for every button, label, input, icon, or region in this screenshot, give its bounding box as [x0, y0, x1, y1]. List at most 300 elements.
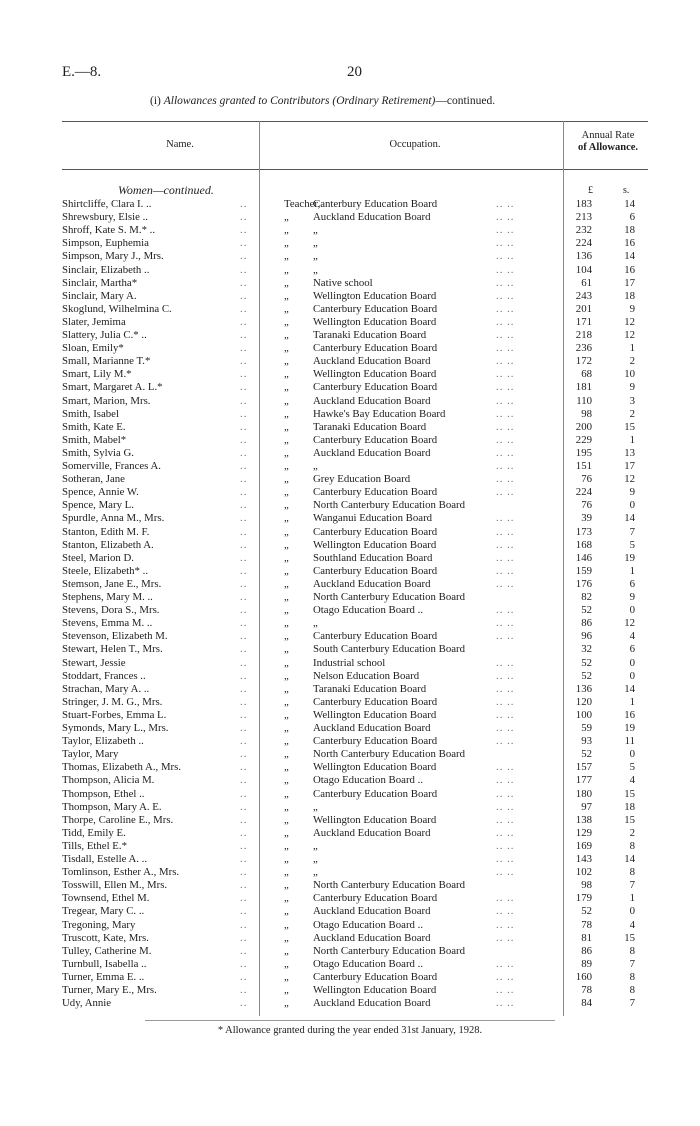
leader-dots: .. — [240, 329, 248, 341]
table-row — [0, 421, 700, 434]
occupation: Auckland Education Board — [313, 722, 431, 734]
allowance-pounds: 179 — [575, 892, 592, 905]
allowance-pounds: 86 — [581, 944, 592, 957]
occupation: „ — [313, 237, 318, 250]
retiree-name: Thompson, Ethel .. — [62, 787, 145, 800]
leader-dots: .. .. — [496, 342, 515, 355]
occupation-prefix: „ — [284, 774, 289, 787]
allowance-shillings: 7 — [629, 879, 635, 892]
table-row — [0, 801, 700, 814]
occupation-prefix: „ — [284, 656, 289, 669]
table-row — [0, 578, 700, 591]
subtitle-suffix: —continued. — [435, 95, 496, 107]
table-bottom-rule — [145, 1020, 555, 1021]
leader-dots: .. .. — [496, 617, 515, 630]
retiree-name: Tills, Ethel E.* — [62, 839, 127, 852]
header-bottom-rule — [62, 169, 648, 170]
currency-pounds-label: £ — [588, 185, 593, 196]
occupation: South Canterbury Education Board — [313, 643, 466, 656]
leader-dots: .. .. — [496, 564, 515, 577]
allowance-pounds: 52 — [581, 656, 592, 669]
table-row — [0, 316, 700, 329]
retiree-name: Stevenson, Elizabeth M. — [62, 630, 168, 643]
occupation-prefix: „ — [284, 695, 289, 708]
leader-dots: .. — [240, 564, 248, 577]
leader-dots: .. .. — [496, 394, 515, 407]
retiree-name: Udy, Annie — [62, 997, 112, 1010]
occupation-prefix: „ — [284, 302, 289, 315]
retiree-name: Steele, Elizabeth* .. — [62, 564, 149, 577]
table-row — [0, 709, 700, 722]
allowance-pounds: 76 — [581, 499, 592, 512]
occupation: Auckland Education Board — [313, 905, 431, 918]
allowance-pounds: 110 — [576, 394, 592, 407]
allowance-shillings: 0 — [629, 748, 635, 761]
leader-dots: .. .. — [496, 630, 515, 643]
occupation: Wellington Education Board — [313, 538, 437, 551]
allowance-pounds: 218 — [575, 329, 592, 341]
leader-dots: .. .. — [496, 433, 515, 446]
leader-dots: .. — [240, 250, 248, 263]
retiree-name: Slattery, Julia C.* .. — [62, 329, 147, 341]
leader-dots: .. — [240, 420, 248, 433]
retiree-name: Sotheran, Jane — [62, 473, 125, 486]
leader-dots: .. .. — [496, 355, 515, 368]
retiree-name: Stuart-Forbes, Emma L. — [62, 708, 167, 721]
allowance-shillings: 14 — [624, 682, 635, 695]
occupation: Otago Education Board .. — [313, 774, 424, 787]
leader-dots: .. — [240, 577, 248, 590]
occupation-prefix: „ — [284, 708, 289, 721]
leader-dots: .. .. — [496, 853, 515, 865]
allowance-pounds: 169 — [575, 839, 592, 852]
leader-dots: .. .. — [496, 682, 515, 695]
table-row — [0, 447, 700, 460]
retiree-name: Spence, Mary L. — [62, 499, 134, 512]
retiree-name: Stringer, J. M. G., Mrs. — [62, 695, 163, 708]
occupation: Taranaki Education Board — [313, 420, 427, 433]
retiree-name: Shirtcliffe, Clara I. .. — [62, 198, 152, 210]
occupation-prefix: „ — [284, 604, 289, 617]
retiree-name: Spence, Annie W. — [62, 486, 139, 499]
allowance-pounds: 146 — [575, 551, 592, 564]
allowance-pounds: 96 — [581, 630, 592, 643]
table-row — [0, 971, 700, 984]
leader-dots: .. .. — [496, 289, 515, 302]
occupation-prefix: „ — [284, 853, 289, 865]
retiree-name: Tregear, Mary C. .. — [62, 905, 145, 918]
retiree-name: Townsend, Ethel M. — [62, 892, 150, 905]
allowance-shillings: 4 — [629, 774, 635, 787]
occupation: Canterbury Education Board — [313, 735, 438, 748]
occupation: North Canterbury Education Board — [313, 944, 466, 957]
leader-dots: .. — [240, 669, 248, 682]
leader-dots: .. .. — [496, 708, 515, 721]
leader-dots: .. — [240, 853, 248, 865]
leader-dots: .. — [240, 695, 248, 708]
table-row — [0, 355, 700, 368]
occupation: Wellington Education Board — [313, 708, 437, 721]
occupation-prefix: „ — [284, 643, 289, 656]
page-number: 20 — [347, 64, 362, 80]
leader-dots: .. — [240, 342, 248, 355]
retiree-name: Tidd, Emily E. — [62, 826, 126, 839]
allowance-pounds: 120 — [575, 695, 592, 708]
leader-dots: .. .. — [496, 669, 515, 682]
allowance-pounds: 82 — [581, 591, 592, 603]
leader-dots: .. — [240, 368, 248, 381]
allowance-pounds: 52 — [581, 748, 592, 761]
leader-dots: .. — [240, 446, 248, 459]
allowance-shillings: 1 — [629, 433, 635, 446]
leader-dots: .. .. — [496, 695, 515, 708]
subtitle-title: Allowances granted to Contributors (Ordinary Retirement) — [163, 95, 436, 107]
allowance-shillings: 19 — [624, 551, 635, 564]
allowance-pounds: 39 — [581, 512, 592, 525]
retiree-name: Stephens, Mary M. .. — [62, 591, 153, 603]
allowance-shillings: 2 — [629, 826, 635, 839]
retiree-name: Strachan, Mary A. .. — [62, 682, 150, 695]
occupation: „ — [313, 460, 318, 472]
retiree-name: Turner, Mary E., Mrs. — [62, 984, 157, 996]
allowance-shillings: 9 — [629, 381, 635, 394]
allowance-pounds: 68 — [581, 368, 592, 381]
occupation-prefix: „ — [284, 957, 289, 970]
allowance-pounds: 243 — [575, 289, 592, 302]
retiree-name: Smart, Margaret A. L.* — [62, 381, 163, 394]
column-header-occupation: Occupation. — [389, 139, 441, 150]
allowance-shillings: 5 — [629, 761, 635, 774]
occupation: Native school — [313, 276, 373, 289]
allowance-shillings: 15 — [624, 420, 635, 433]
occupation-prefix: „ — [284, 499, 289, 512]
occupation: Taranaki Education Board — [313, 329, 427, 341]
leader-dots: .. .. — [496, 970, 515, 983]
occupation: Canterbury Education Board — [313, 787, 438, 800]
retiree-name: Simpson, Mary J., Mrs. — [62, 250, 164, 263]
leader-dots: .. — [240, 944, 248, 957]
leader-dots: .. — [240, 525, 248, 538]
occupation: „ — [313, 224, 318, 237]
leader-dots: .. .. — [496, 577, 515, 590]
table-row — [0, 526, 700, 539]
occupation: Otago Education Board .. — [313, 957, 424, 970]
allowance-shillings: 0 — [629, 669, 635, 682]
retiree-name: Stoddart, Frances .. — [62, 669, 146, 682]
occupation: „ — [313, 839, 318, 852]
table-row — [0, 722, 700, 735]
table-row — [0, 814, 700, 827]
table-row — [0, 958, 700, 971]
leader-dots: .. .. — [496, 368, 515, 381]
allowance-shillings: 14 — [624, 853, 635, 865]
table-row — [0, 630, 700, 643]
allowance-pounds: 171 — [575, 315, 592, 328]
retiree-name: Simpson, Euphemia — [62, 237, 149, 250]
allowance-pounds: 159 — [575, 564, 592, 577]
retiree-name: Small, Marianne T.* — [62, 355, 151, 368]
leader-dots: .. — [240, 905, 248, 918]
allowance-pounds: 213 — [575, 211, 592, 224]
occupation-prefix: „ — [284, 735, 289, 748]
allowance-shillings: 14 — [624, 198, 635, 210]
occupation-prefix: „ — [284, 839, 289, 852]
occupation: „ — [313, 617, 318, 630]
allowance-shillings: 16 — [624, 237, 635, 250]
occupation: North Canterbury Education Board — [313, 748, 466, 761]
allowance-pounds: 157 — [575, 761, 592, 774]
allowance-pounds: 180 — [575, 787, 592, 800]
leader-dots: .. — [240, 997, 248, 1010]
leader-dots: .. — [240, 263, 248, 276]
table-row — [0, 905, 700, 918]
retiree-name: Tosswill, Ellen M., Mrs. — [62, 879, 168, 892]
leader-dots: .. — [240, 656, 248, 669]
table-row — [0, 250, 700, 263]
occupation-prefix: „ — [284, 289, 289, 302]
occupation-prefix: „ — [284, 276, 289, 289]
occupation-prefix: „ — [284, 787, 289, 800]
table-row — [0, 395, 700, 408]
leader-dots: .. — [240, 984, 248, 996]
occupation-prefix: „ — [284, 944, 289, 957]
leader-dots: .. .. — [496, 224, 515, 237]
leader-dots: .. — [240, 276, 248, 289]
leader-dots: .. — [240, 918, 248, 931]
allowance-shillings: 12 — [624, 473, 635, 486]
allowance-pounds: 86 — [581, 617, 592, 630]
allowance-shillings: 17 — [624, 460, 635, 472]
allowance-shillings: 0 — [629, 656, 635, 669]
leader-dots: .. .. — [496, 735, 515, 748]
occupation-prefix: Teacher, — [284, 198, 321, 210]
leader-dots: .. — [240, 931, 248, 944]
table-row — [0, 434, 700, 447]
leader-dots: .. — [240, 381, 248, 394]
leader-dots: .. .. — [496, 918, 515, 931]
occupation-prefix: „ — [284, 460, 289, 472]
retiree-name: Spurdle, Anna M., Mrs. — [62, 512, 165, 525]
retiree-name: Thompson, Mary A. E. — [62, 800, 162, 813]
occupation: Canterbury Education Board — [313, 630, 438, 643]
allowance-pounds: 224 — [575, 237, 592, 250]
allowance-shillings: 6 — [629, 211, 635, 224]
leader-dots: .. — [240, 774, 248, 787]
table-row — [0, 761, 700, 774]
allowance-pounds: 151 — [575, 460, 592, 472]
table-row — [0, 892, 700, 905]
occupation-prefix: „ — [284, 538, 289, 551]
retiree-name: Truscott, Kate, Mrs. — [62, 931, 149, 944]
occupation: Canterbury Education Board — [313, 433, 438, 446]
table-row — [0, 853, 700, 866]
leader-dots: .. .. — [496, 460, 515, 472]
allowance-pounds: 136 — [575, 250, 592, 263]
leader-dots: .. — [240, 604, 248, 617]
allowance-pounds: 98 — [581, 407, 592, 420]
leader-dots: .. .. — [496, 486, 515, 499]
occupation: Canterbury Education Board — [313, 381, 438, 394]
occupation: Southland Education Board — [313, 551, 433, 564]
leader-dots: .. — [240, 538, 248, 551]
table-row — [0, 539, 700, 552]
allowance-shillings: 9 — [629, 486, 635, 499]
occupation-prefix: „ — [284, 564, 289, 577]
table-row — [0, 670, 700, 683]
occupation-prefix: „ — [284, 512, 289, 525]
occupation-prefix: „ — [284, 761, 289, 774]
leader-dots: .. .. — [496, 931, 515, 944]
occupation: Taranaki Education Board — [313, 682, 427, 695]
leader-dots: .. — [240, 735, 248, 748]
leader-dots: .. .. — [496, 826, 515, 839]
table-row — [0, 329, 700, 342]
retiree-name: Smith, Kate E. — [62, 420, 126, 433]
table-row — [0, 368, 700, 381]
occupation-prefix: „ — [284, 329, 289, 341]
allowance-pounds: 89 — [581, 957, 592, 970]
occupation-prefix: „ — [284, 211, 289, 224]
leader-dots: .. — [240, 486, 248, 499]
allowance-shillings: 12 — [624, 315, 635, 328]
allowance-shillings: 15 — [624, 931, 635, 944]
leader-dots: .. — [240, 682, 248, 695]
occupation: Auckland Education Board — [313, 826, 431, 839]
occupation: Canterbury Education Board — [313, 525, 438, 538]
occupation-prefix: „ — [284, 263, 289, 276]
table-row — [0, 866, 700, 879]
allowance-pounds: 232 — [575, 224, 592, 237]
occupation-prefix: „ — [284, 813, 289, 826]
retiree-name: Sloan, Emily* — [62, 342, 124, 355]
leader-dots: .. .. — [496, 656, 515, 669]
table-row — [0, 932, 700, 945]
allowance-pounds: 143 — [575, 853, 592, 865]
allowance-pounds: 129 — [575, 826, 592, 839]
occupation: „ — [313, 853, 318, 865]
occupation-prefix: „ — [284, 630, 289, 643]
leader-dots: .. — [240, 722, 248, 734]
occupation: Canterbury Education Board — [313, 198, 438, 210]
table-row — [0, 827, 700, 840]
allowance-pounds: 200 — [575, 420, 592, 433]
allowance-shillings: 1 — [629, 564, 635, 577]
section-label: Women—continued. — [118, 183, 214, 197]
leader-dots: .. .. — [496, 787, 515, 800]
leader-dots: .. .. — [496, 892, 515, 905]
allowance-shillings: 0 — [629, 604, 635, 617]
retiree-name: Stemson, Jane E., Mrs. — [62, 577, 162, 590]
allowance-pounds: 229 — [575, 433, 592, 446]
allowance-shillings: 10 — [624, 368, 635, 381]
leader-dots: .. — [240, 302, 248, 315]
retiree-name: Smith, Sylvia G. — [62, 446, 134, 459]
allowance-pounds: 160 — [575, 970, 592, 983]
occupation-prefix: „ — [284, 407, 289, 420]
allowance-pounds: 59 — [581, 722, 592, 734]
allowance-shillings: 17 — [624, 276, 635, 289]
leader-dots: .. — [240, 591, 248, 603]
leader-dots: .. .. — [496, 381, 515, 394]
currency-shillings-label: s. — [623, 185, 630, 196]
leader-dots: .. — [240, 198, 248, 210]
occupation: Canterbury Education Board — [313, 564, 438, 577]
table-row — [0, 290, 700, 303]
allowance-pounds: 76 — [581, 473, 592, 486]
allowance-shillings: 7 — [629, 957, 635, 970]
leader-dots: .. — [240, 866, 248, 879]
allowance-shillings: 18 — [624, 224, 635, 237]
occupation-prefix: „ — [284, 368, 289, 381]
retiree-name: Stanton, Edith M. F. — [62, 525, 150, 538]
occupation-prefix: „ — [284, 551, 289, 564]
leader-dots: .. — [240, 800, 248, 813]
table-row — [0, 735, 700, 748]
allowance-shillings: 3 — [629, 394, 635, 407]
table-row — [0, 303, 700, 316]
occupation: „ — [313, 263, 318, 276]
allowance-shillings: 18 — [624, 289, 635, 302]
allowance-shillings: 7 — [629, 997, 635, 1010]
table-row — [0, 486, 700, 499]
occupation: Wellington Education Board — [313, 761, 437, 774]
table-row — [0, 696, 700, 709]
table-row — [0, 237, 700, 250]
table-row — [0, 473, 700, 486]
table-row — [0, 381, 700, 394]
table-row — [0, 460, 700, 473]
allowance-shillings: 6 — [629, 643, 635, 656]
allowance-shillings: 14 — [624, 250, 635, 263]
leader-dots: .. .. — [496, 538, 515, 551]
leader-dots: .. .. — [496, 250, 515, 263]
allowance-shillings: 0 — [629, 905, 635, 918]
allowance-pounds: 52 — [581, 604, 592, 617]
retiree-name: Thompson, Alicia M. — [62, 774, 155, 787]
leader-dots: .. .. — [496, 407, 515, 420]
occupation-prefix: „ — [284, 486, 289, 499]
retiree-name: Thorpe, Caroline E., Mrs. — [62, 813, 174, 826]
allowance-shillings: 1 — [629, 892, 635, 905]
occupation-prefix: „ — [284, 800, 289, 813]
retiree-name: Stewart, Helen T., Mrs. — [62, 643, 163, 656]
occupation-prefix: „ — [284, 984, 289, 996]
leader-dots: .. .. — [496, 984, 515, 996]
retiree-name: Tomlinson, Esther A., Mrs. — [62, 866, 180, 879]
occupation-prefix: „ — [284, 669, 289, 682]
allowance-shillings: 2 — [629, 355, 635, 368]
occupation: Canterbury Education Board — [313, 486, 438, 499]
allowance-pounds: 78 — [581, 918, 592, 931]
leader-dots: .. .. — [496, 774, 515, 787]
leader-dots: .. — [240, 617, 248, 630]
leader-dots: .. — [240, 499, 248, 512]
leader-dots: .. — [240, 643, 248, 656]
allowance-shillings: 0 — [629, 499, 635, 512]
leader-dots: .. — [240, 748, 248, 761]
retiree-name: Shrewsbury, Elsie .. — [62, 211, 148, 224]
leader-dots: .. — [240, 289, 248, 302]
retiree-name: Tisdall, Estelle A. .. — [62, 853, 148, 865]
retiree-name: Stewart, Jessie — [62, 656, 126, 669]
occupation: Auckland Education Board — [313, 446, 431, 459]
allowance-shillings: 12 — [624, 329, 635, 341]
allowance-shillings: 4 — [629, 630, 635, 643]
column-header-name: Name. — [166, 139, 194, 150]
allowance-shillings: 6 — [629, 577, 635, 590]
occupation-prefix: „ — [284, 446, 289, 459]
occupation-prefix: „ — [284, 866, 289, 879]
